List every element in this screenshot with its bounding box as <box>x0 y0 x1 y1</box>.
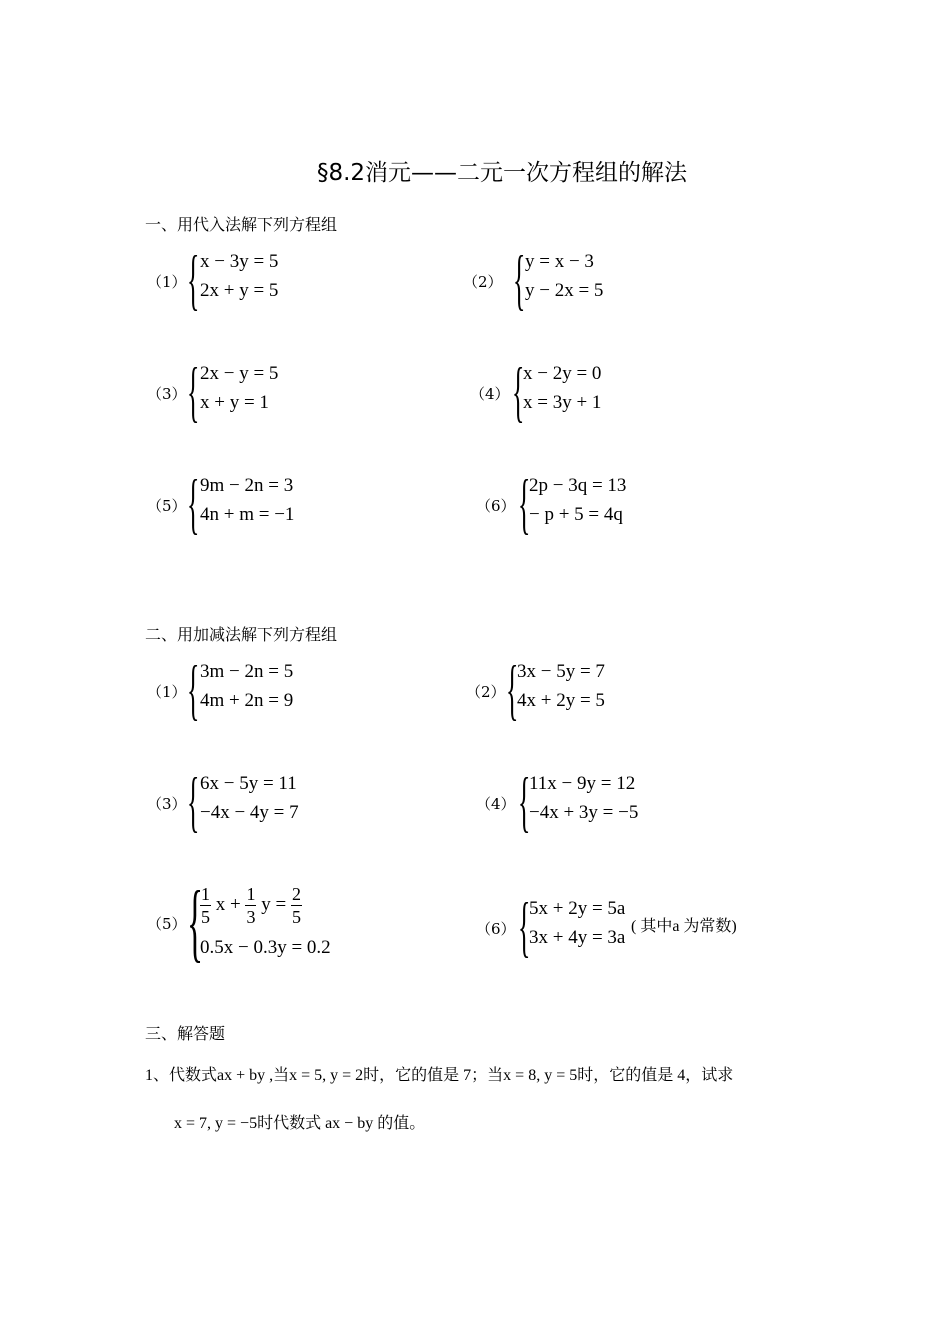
brace-icon: { <box>512 353 525 429</box>
constant-note: ( 其中a 为常数) <box>631 918 737 935</box>
equation-2: −4x − 4y = 7 <box>200 802 299 823</box>
problem-number: （4） <box>470 385 510 403</box>
equation-2: −4x + 3y = −5 <box>529 802 639 823</box>
brace-icon: { <box>506 651 519 727</box>
equation-1: 2p − 3q = 13 <box>529 475 627 496</box>
equation-2: 2x + y = 5 <box>200 280 279 301</box>
fraction: $\frac{1}{3}$ <box>246 884 256 927</box>
problem-number: （3） <box>147 385 187 403</box>
equation-2: − p + 5 = 4q <box>529 504 623 525</box>
equation-2: x = 3y + 1 <box>523 392 602 413</box>
equation-1: 5x + 2y = 5a <box>529 898 626 919</box>
problem-number: （4） <box>476 795 516 813</box>
section-2-heading: 二、用加减法解下列方程组 <box>145 625 338 644</box>
fraction: $\frac{2}{5}$ <box>291 884 301 927</box>
problem-number: （6） <box>476 497 516 515</box>
problem-number: （6） <box>476 920 516 938</box>
question-1-line-1: 1、代数式ax + by ,当x = 5, y = 2时，它的值是 7；当x = 8, y = 5时，它的值是 4，试求 <box>145 1067 734 1084</box>
equation-1: x − 2y = 0 <box>523 363 602 384</box>
problem-number: （1） <box>147 273 187 291</box>
brace-icon: { <box>518 763 531 839</box>
equation-1: 6x − 5y = 11 <box>200 773 297 794</box>
problem-number: （2） <box>466 683 506 701</box>
brace-icon: { <box>187 763 200 839</box>
brace-icon: { <box>187 353 200 429</box>
brace-icon: { <box>518 888 531 964</box>
equation-2: 0.5x − 0.3y = 0.2 <box>200 937 331 958</box>
equation-2: 4x + 2y = 5 <box>517 690 605 711</box>
problem-number: （5） <box>147 915 187 933</box>
equation-2: 3x + 4y = 3a <box>529 927 626 948</box>
section-3-heading: 三、解答题 <box>145 1024 226 1043</box>
brace-icon: { <box>187 651 200 727</box>
equation-1: x − 3y = 5 <box>200 251 279 272</box>
question-1-line-2: x = 7, y = −5时代数式 ax − by 的值。 <box>174 1115 426 1132</box>
equation-1: 2x − y = 5 <box>200 363 279 384</box>
problem-number: （3） <box>147 795 187 813</box>
brace-icon: { <box>187 465 200 541</box>
problem-number: （5） <box>147 497 187 515</box>
equation-1: 3x − 5y = 7 <box>517 661 605 682</box>
section-1-heading: 一、用代入法解下列方程组 <box>145 215 338 234</box>
equation-1: 3m − 2n = 5 <box>200 661 294 682</box>
equation-2: y − 2x = 5 <box>525 280 604 301</box>
problem-number: （2） <box>463 273 503 291</box>
equation-1: 9m − 2n = 3 <box>200 475 294 496</box>
equation-2: 4m + 2n = 9 <box>200 690 294 711</box>
brace-icon: { <box>518 465 531 541</box>
page-title: §8.2消元——二元一次方程组的解法 <box>316 160 688 186</box>
equation-2: x + y = 1 <box>200 392 269 413</box>
brace-icon: { <box>187 241 200 317</box>
brace-icon: { <box>513 241 526 317</box>
equation-1: $\frac{1}{5}$ x + $\frac{1}{3}$ y = $\frac{2}{5}$ <box>201 884 301 927</box>
equation-1: 11x − 9y = 12 <box>529 773 636 794</box>
problem-number: （1） <box>147 683 187 701</box>
equation-2: 4n + m = −1 <box>200 504 295 525</box>
fraction: $\frac{1}{5}$ <box>201 884 210 927</box>
equation-1: y = x − 3 <box>525 251 594 272</box>
brace-icon: { <box>187 874 204 971</box>
